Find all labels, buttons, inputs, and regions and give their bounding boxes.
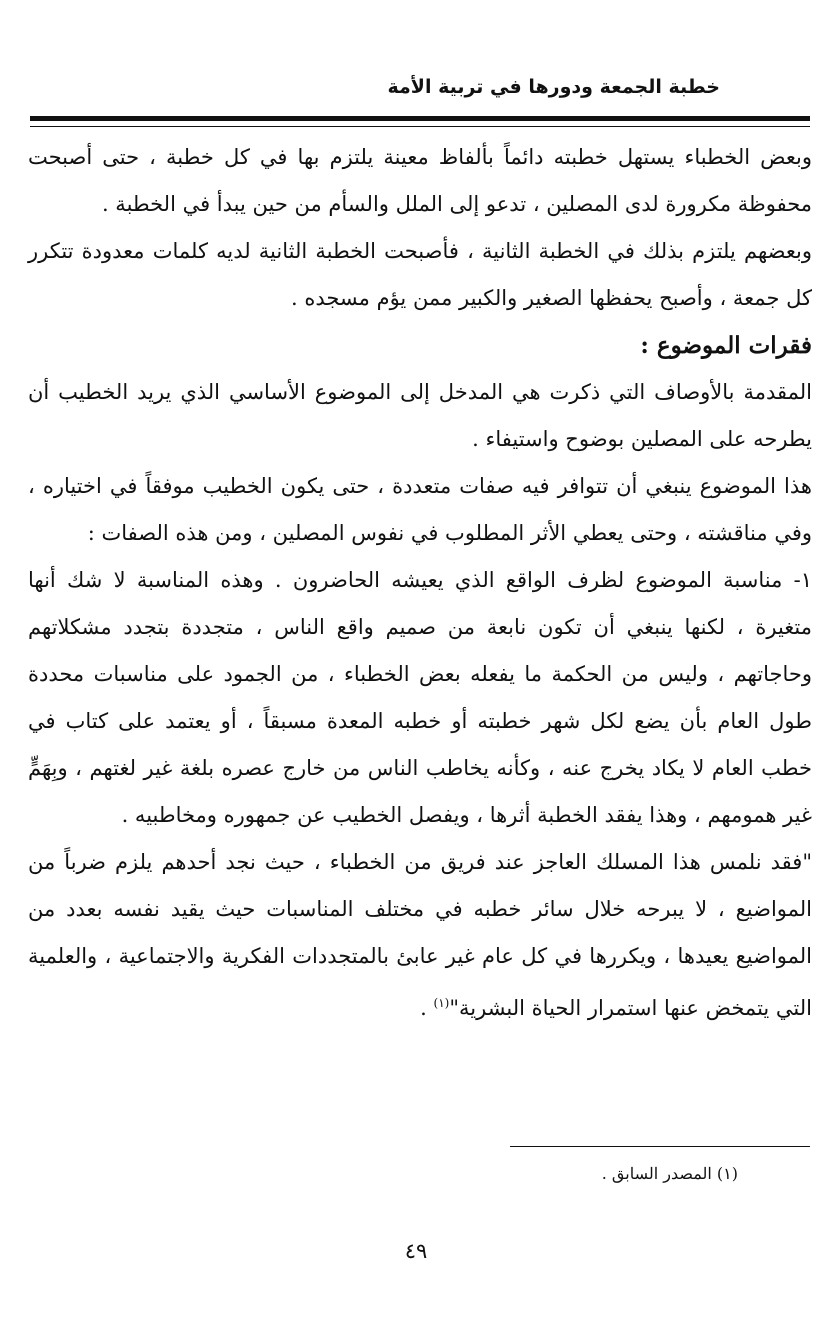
running-head: خطبة الجمعة ودورها في تربية الأمة (387, 76, 720, 98)
header-rule-thin (30, 126, 810, 127)
paragraph: المقدمة بالأوصاف التي ذكرت هي المدخل إلى الموضوع الأساسي الذي يريد الخطيب أن يطرحه على المصلين بوضوح واستيفاء . (28, 380, 812, 451)
footnote: (١) المصدر السابق . (601, 1164, 738, 1183)
page-number: ٤٩ (404, 1239, 428, 1263)
footnote-separator (510, 1146, 810, 1147)
section-heading: فقرات الموضوع : (640, 332, 812, 359)
paragraph: وبعض الخطباء يستهل خطبته دائماً بألفاظ معينة يلتزم بها في كل خطبة ، حتى أصبحت محفوظة مكرورة لدى المصلين ، تدعو إلى الملل والسأم من حين يبدأ في الخطبة . (28, 145, 812, 216)
paragraph: وبعضهم يلتزم بذلك في الخطبة الثانية ، فأصبحت الخطبة الثانية لديه كلمات معدودة تتكرر كل جمعة ، وأصبح يحفظها الصغير والكبير ممن يؤم مسجده . (28, 239, 812, 310)
quotation-end: . (420, 996, 434, 1020)
paragraph: ١- مناسبة الموضوع لظرف الواقع الذي يعيشه الحاضرون . وهذه المناسبة لا شك أنها متغيرة ، لكنها ينبغي أن تكون نابعة من صميم واقع الناس ، متجددة بتجدد مشكلاتهم وحاجاتهم ، وليس من الحكمة ما يفعله بعض الخطباء ، من الجمود على مناسبات محددة طول العام بأن يضع لكل شهر خطبته أو خطبه المعدة مسبقاً ، أو يعتمد على كتاب في خطب العام لا يكاد يخرج عنه ، وكأنه يخاطب الناس من خارج عصره بلغة غير لغتهم ، وبِهَمٍّ غير همومهم ، وهذا يفقد الخطبة أثرها ، ويفصل الخطيب عن جمهوره ومخاطبيه . (28, 568, 812, 827)
footnote-marker: (١) (433, 996, 450, 1010)
quotation-paragraph (28, 839, 812, 1032)
header-rule-thick (30, 116, 810, 121)
paragraph: هذا الموضوع ينبغي أن تتوافر فيه صفات متعددة ، حتى يكون الخطيب موفقاً في اختياره ، وفي مناقشته ، وحتى يعطي الأثر المطلوب في نفوس المصلين ، ومن هذه الصفات : (28, 474, 812, 545)
main-text (28, 134, 812, 1032)
quotation-text: "فقد نلمس هذا المسلك العاجز عند فريق من الخطباء ، حيث نجد أحدهم يلزم ضرباً من المواضيع ، لا يبرحه خلال سائر خطبه في مختلف المناسبات حيث يقيد نفسه بعدد من المواضيع يعيدها ، ويكررها في كل عام غير عابئ بالمتجددات الفكرية والاجتماعية ، والعلمية التي يتمخض عنها استمرار الحياة البشرية" (28, 850, 812, 1020)
